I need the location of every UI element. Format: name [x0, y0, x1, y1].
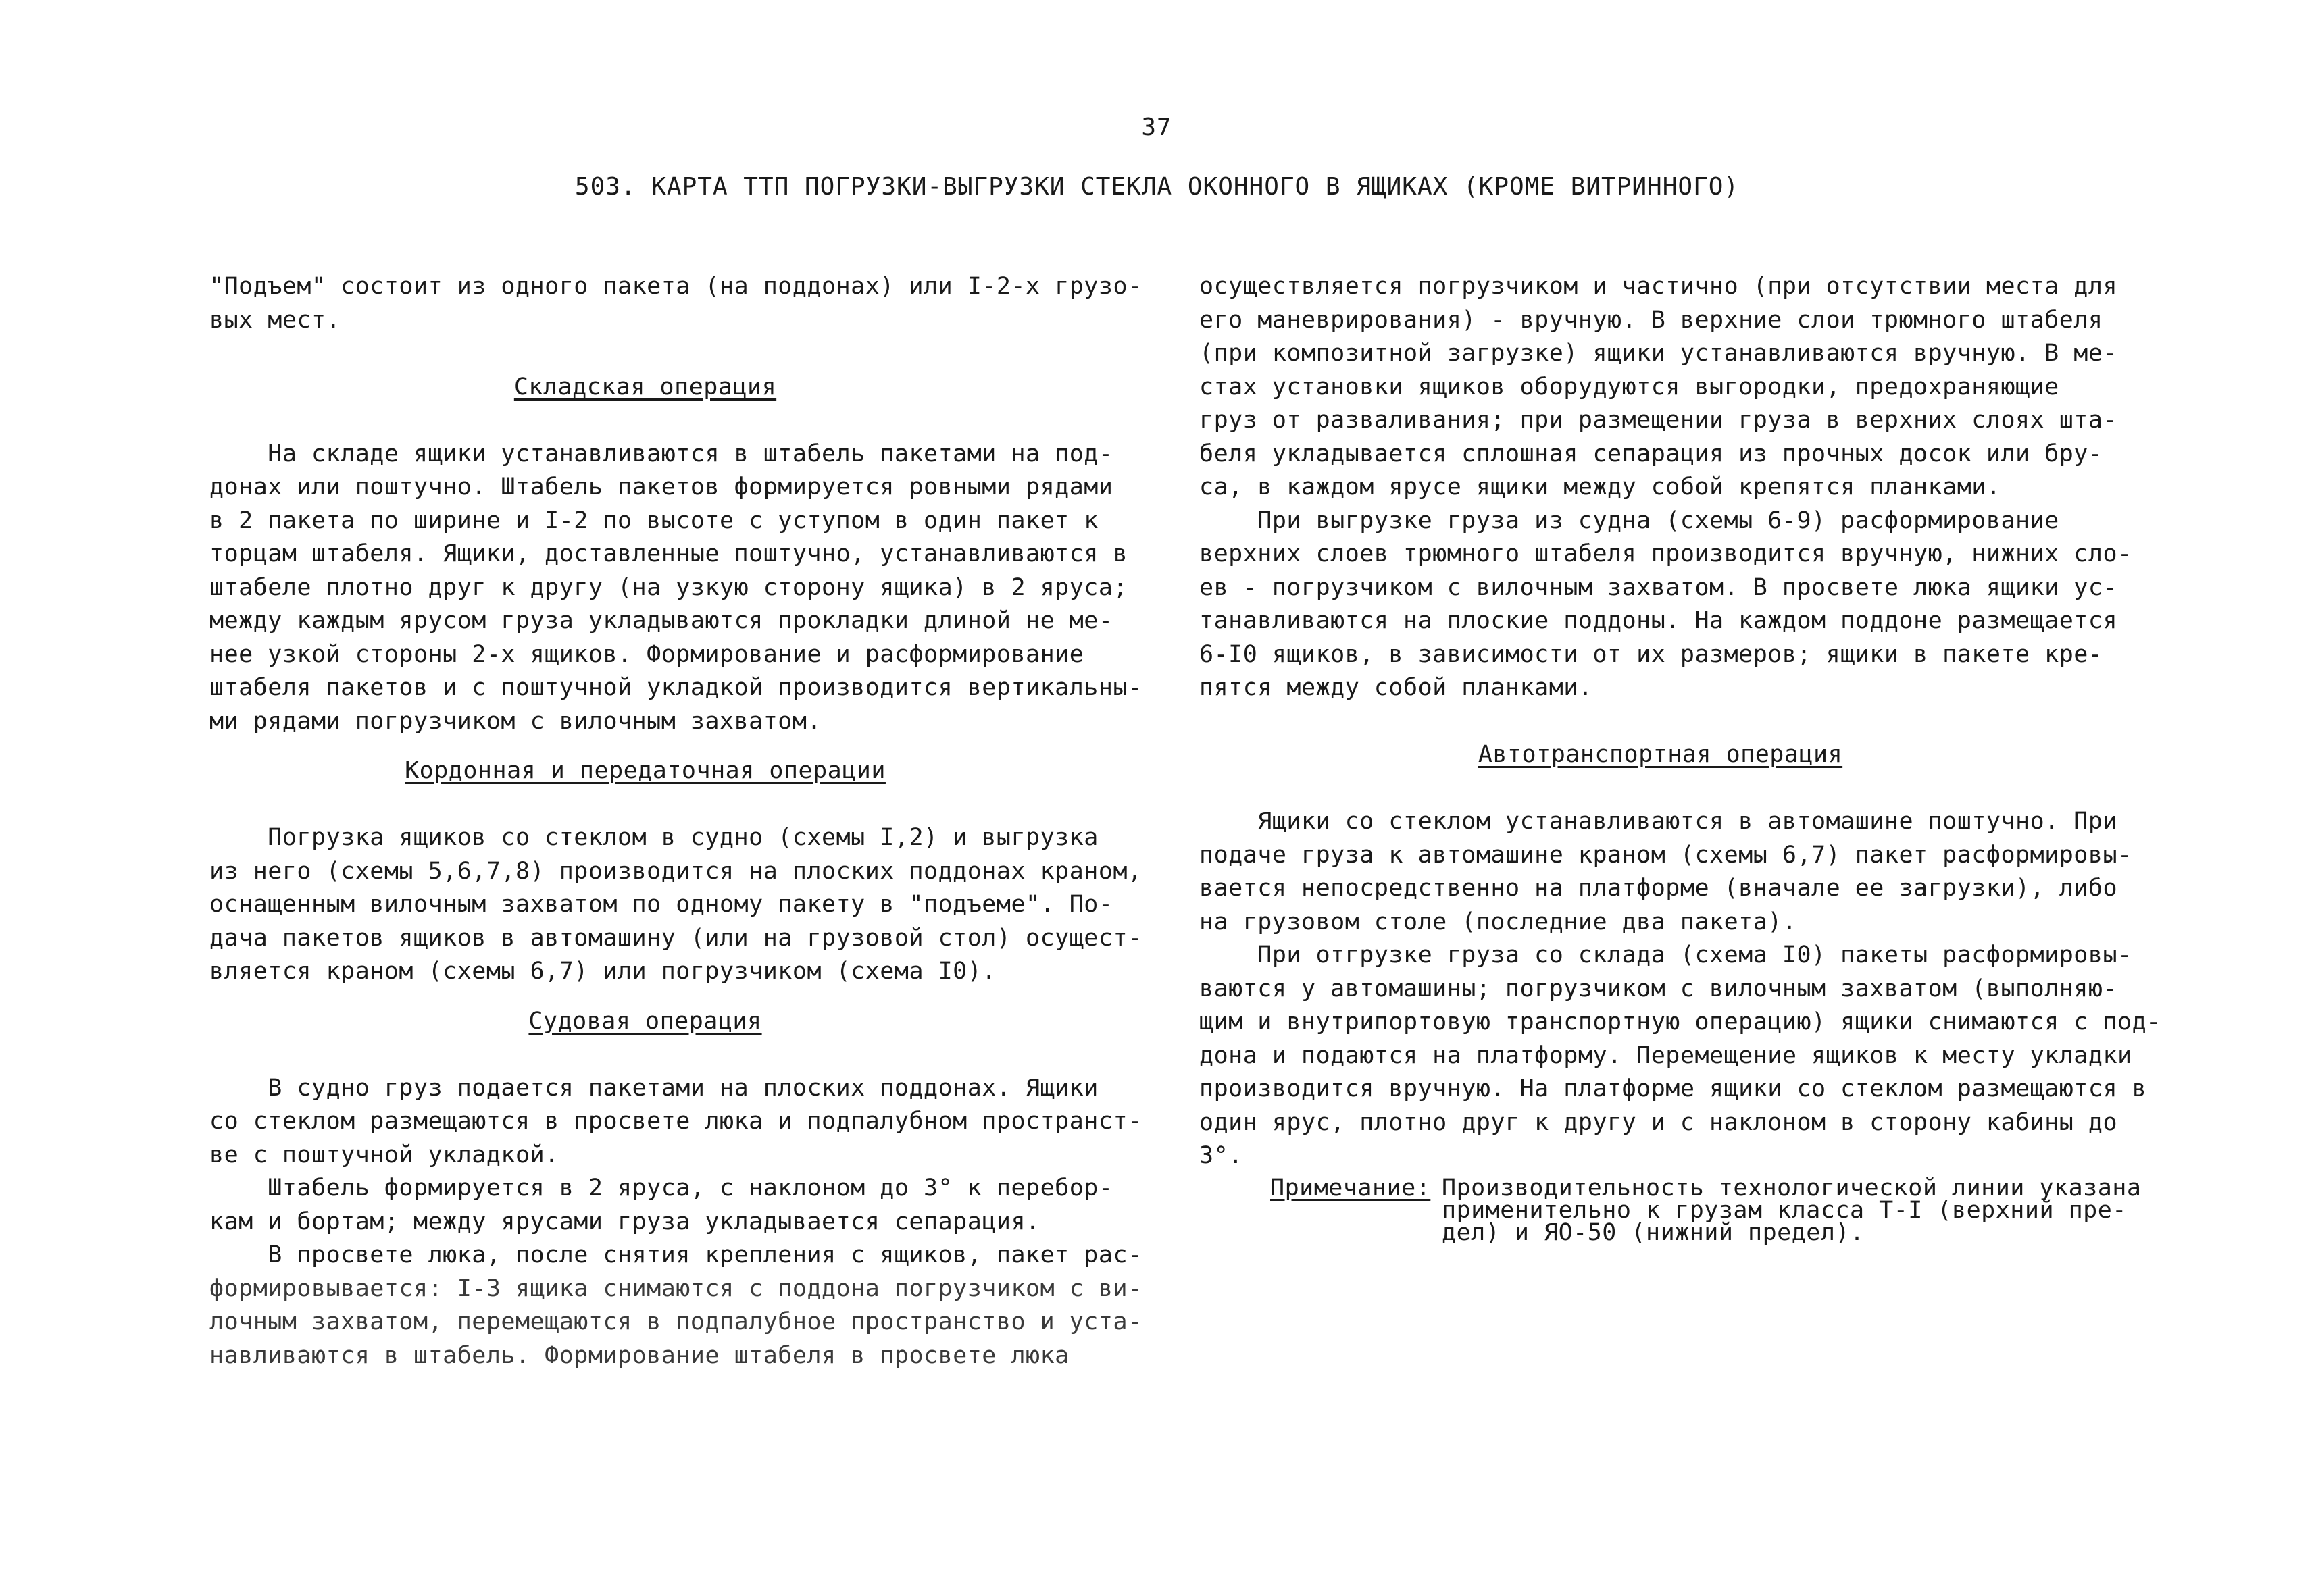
note-label: Примечание: [1270, 1174, 1431, 1202]
text-line: При выгрузке груза из судна (схемы 6-9) расформирование [1199, 507, 2059, 534]
text-line: ве с поштучной укладкой. [209, 1141, 559, 1168]
text-line: вых мест. [209, 306, 341, 334]
text-line: При отгрузке груза со склада (схема I0) пакеты расформировы- [1199, 942, 2132, 969]
text-line: Штабель формируется в 2 яруса, с наклоном до 3° к перебор- [209, 1175, 1113, 1202]
text-line: между каждым ярусом груза укладываются прокладки длиной не ме- [209, 607, 1113, 634]
text-line: навливаются в штабель. Формирование штабеля в просвете люка [209, 1341, 1070, 1369]
text-line: из него (схемы 5,6,7,8) производится на плоских поддонах краном, [209, 857, 1142, 885]
text-line: В судно груз подается пакетами на плоских поддонах. Ящики [209, 1074, 1099, 1102]
text-line: торцам штабеля. Ящики, доставленные поштучно, устанавливаются в [209, 540, 1128, 567]
text-line: щим и внутрипортовую транспортную операцию) ящики снимаются с под- [1199, 1008, 2161, 1035]
text-line: дача пакетов ящиков в автомашину (или на грузовой стол) осущест- [209, 924, 1142, 952]
text-line: стах установки ящиков оборудуются выгородки, предохраняющие [1199, 373, 2059, 401]
section-heading-warehouse: Складская операция [513, 373, 777, 401]
text-line: 3°. [1199, 1142, 1243, 1169]
note [1199, 1174, 2142, 1246]
text-line: вляется краном (схемы 6,7) или погрузчиком (схема I0). [209, 958, 997, 985]
document-title: 503. КАРТА ТТП ПОГРУЗКИ-ВЫГРУЗКИ СТЕКЛА ОКОННОГО В ЯЩИКАХ (КРОМЕ ВИТРИННОГО) [574, 173, 1740, 201]
left-column [209, 270, 1142, 1372]
section-heading-ship: Судовая операция [528, 1007, 762, 1035]
text-line: (при композитной загрузке) ящики устанавливаются вручную. В ме- [1199, 340, 2118, 367]
text-line: Погрузка ящиков со стеклом в судно (схемы I,2) и выгрузка [209, 824, 1099, 851]
note-line: Производительность технологической линии указана [1442, 1174, 2142, 1202]
note-line: применительно к грузам класса Т-I (верхний пре- [1442, 1196, 2127, 1224]
warehouse-paragraph [209, 438, 1142, 739]
text-line: Ящики со стеклом устанавливаются в автомашине поштучно. При [1199, 808, 2118, 835]
text-line: "Подъем" состоит из одного пакета (на поддонах) или I-2-х грузо- [209, 273, 1142, 300]
text-line: кам и бортам; между ярусами груза укладывается сепарация. [209, 1208, 1040, 1235]
text-line: штабеле плотно друг к другу (на узкую сторону ящика) в 2 яруса; [209, 573, 1128, 601]
text-line: один ярус, плотно друг к другу и с наклоном в сторону кабины до [1199, 1108, 2118, 1136]
text-line: со стеклом размещаются в просвете люка и подпалубном пространст- [209, 1108, 1142, 1135]
section-heading-cordon: Кордонная и передаточная операции [405, 757, 886, 784]
text-line: на грузовом столе (последние два пакета). [1199, 908, 1797, 935]
text-line: нее узкой стороны 2-х ящиков. Формирование и расформирование [209, 640, 1084, 668]
page-number: 37 [1141, 113, 1172, 141]
text-line: 6-I0 ящиков, в зависимости от их размеров; ящики в пакете кре- [1199, 640, 2103, 668]
text-line: оснащенным вилочным захватом по одному пакету в "подъеме". По- [209, 891, 1113, 918]
text-line: подаче груза к автомашине краном (схемы 6,7) пакет расформировы- [1199, 841, 2132, 869]
text-line: танавливаются на плоские поддоны. На каждом поддоне размещается [1199, 607, 2118, 634]
text-line: ваются у автомашины; погрузчиком с вилочным захватом (выполняю- [1199, 975, 2118, 1002]
text-line: пятся между собой планками. [1199, 674, 1593, 701]
text-line: ми рядами погрузчиком с вилочным захватом. [209, 707, 822, 735]
text-line: беля укладывается сплошная сепарация из прочных досок или бру- [1199, 440, 2103, 467]
text-line: ев - погрузчиком с вилочным захватом. В просвете люка ящики ус- [1199, 573, 2118, 601]
text-line: осуществляется погрузчиком и частично (при отсутствии места для [1199, 273, 2118, 300]
text-line: штабеля пакетов и с поштучной укладкой производится вертикальны- [209, 674, 1142, 701]
text-line: верхних слоев трюмного штабеля производится вручную, нижних сло- [1199, 540, 2132, 567]
text-line: вается непосредственно на платформе (вначале ее загрузки), либо [1199, 875, 2118, 902]
text-line: формировывается: I-3 ящика снимаются с поддона погрузчиком с ви- [209, 1275, 1142, 1302]
text-line: са, в каждом ярусе ящики между собой крепятся планками. [1199, 473, 2001, 500]
note-text [1442, 1174, 2142, 1246]
intro-paragraph [209, 270, 1142, 337]
text-line: лочным захватом, перемещаются в подпалубное пространство и уста- [209, 1308, 1142, 1335]
note-line: дел) и ЯО-50 (нижний предел). [1442, 1218, 1865, 1246]
text-line: донах или поштучно. Штабель пакетов формируется ровными рядами [209, 473, 1113, 500]
auto-paragraph [1199, 805, 2161, 1173]
ship-continued-paragraph [1199, 270, 2132, 705]
text-line: На складе ящики устанавливаются в штабель пакетами на под- [209, 440, 1113, 467]
cordon-paragraph [209, 821, 1142, 989]
text-line: его маневрирования) - вручную. В верхние слои трюмного штабеля [1199, 306, 2103, 334]
text-line: дона и подаются на платформу. Перемещение ящиков к месту укладки [1199, 1041, 2132, 1069]
text-line: груз от разваливания; при размещении груза в верхних слоях шта- [1199, 407, 2118, 434]
text-line: В просвете люка, после снятия крепления с ящиков, пакет рас- [209, 1241, 1142, 1268]
section-heading-auto: Автотранспортная операция [1478, 741, 1843, 768]
right-column [1199, 270, 2161, 1246]
ship-paragraph [209, 1072, 1142, 1373]
text-line: в 2 пакета по ширине и I-2 по высоте с уступом в один пакет к [209, 507, 1099, 534]
text-line: производится вручную. На платформе ящики со стеклом размещаются в [1199, 1075, 2147, 1102]
